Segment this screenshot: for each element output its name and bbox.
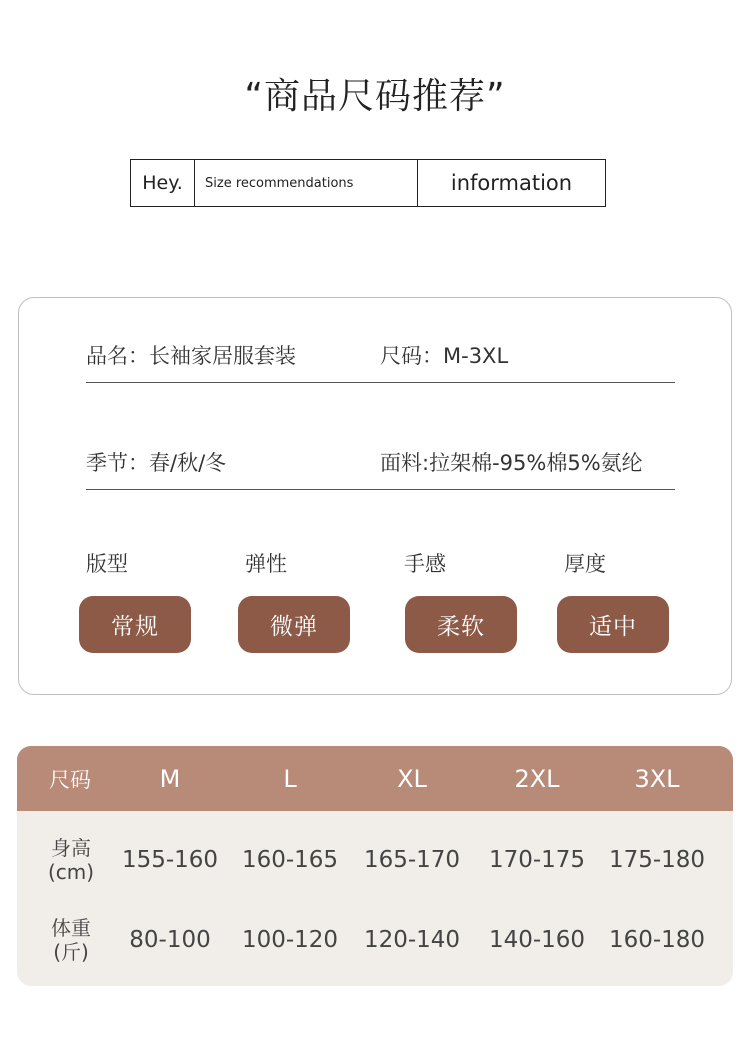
table-cell: 170-175: [488, 847, 586, 873]
product-name: 品名：长袖家居服套装: [86, 344, 296, 368]
row-label-weight: [27, 900, 115, 980]
attr-value-thickness-badge: 适中: [557, 596, 669, 653]
header-cell-m: M: [159, 764, 181, 793]
table-cell: 165-170: [363, 847, 461, 873]
table-cell: 155-160: [121, 847, 219, 873]
header-cell-l: L: [283, 764, 297, 793]
size-table: [17, 746, 733, 986]
page-title: “商品尺码推荐”: [244, 76, 506, 117]
row-label-height: [27, 820, 115, 900]
info-row-season-fabric: [86, 446, 675, 490]
header-cell-size: 尺码: [49, 767, 91, 792]
row-label-height-unit: (cm): [47, 860, 95, 884]
subtitle-hey: Hey.: [131, 160, 195, 206]
subtitle-size-recommendations: Size recommendations: [195, 160, 418, 206]
row-label-weight-unit: (斤): [53, 940, 89, 964]
table-cell: 160-165: [241, 847, 339, 873]
table-row-height: [17, 820, 733, 900]
table-cell: 100-120: [241, 927, 339, 953]
table-cell: 175-180: [608, 847, 706, 873]
header-cell-3xl: 3XL: [634, 764, 680, 793]
header-cell-2xl: 2XL: [514, 764, 560, 793]
attr-value-elasticity-badge: 微弹: [238, 596, 350, 653]
table-row-weight: [17, 900, 733, 980]
product-season: 季节：春/秋/冬: [86, 451, 227, 475]
attr-value-feel-badge: 柔软: [405, 596, 517, 653]
row-label-height-top: 身高: [51, 836, 91, 860]
product-size-range: 尺码：M-3XL: [380, 344, 509, 368]
table-cell: 80-100: [129, 927, 211, 953]
attr-label-fit: 版型: [86, 552, 128, 576]
product-info-card: [18, 297, 732, 695]
header-cell-xl: XL: [397, 764, 427, 793]
table-cell: 120-140: [363, 927, 461, 953]
product-fabric: 面料:拉架棉-95%棉5%氨纶: [380, 451, 643, 475]
info-row-name-size: [86, 338, 675, 383]
size-table-header: [17, 746, 733, 811]
attr-label-feel: 手感: [404, 552, 446, 576]
subtitle-box: [130, 159, 606, 207]
attr-label-elasticity: 弹性: [245, 552, 287, 576]
table-cell: 140-160: [488, 927, 586, 953]
table-cell: 160-180: [608, 927, 706, 953]
attr-value-fit-badge: 常规: [79, 596, 191, 653]
row-label-weight-top: 体重: [51, 916, 91, 940]
attr-label-thickness: 厚度: [564, 552, 606, 576]
subtitle-information: information: [450, 171, 573, 195]
